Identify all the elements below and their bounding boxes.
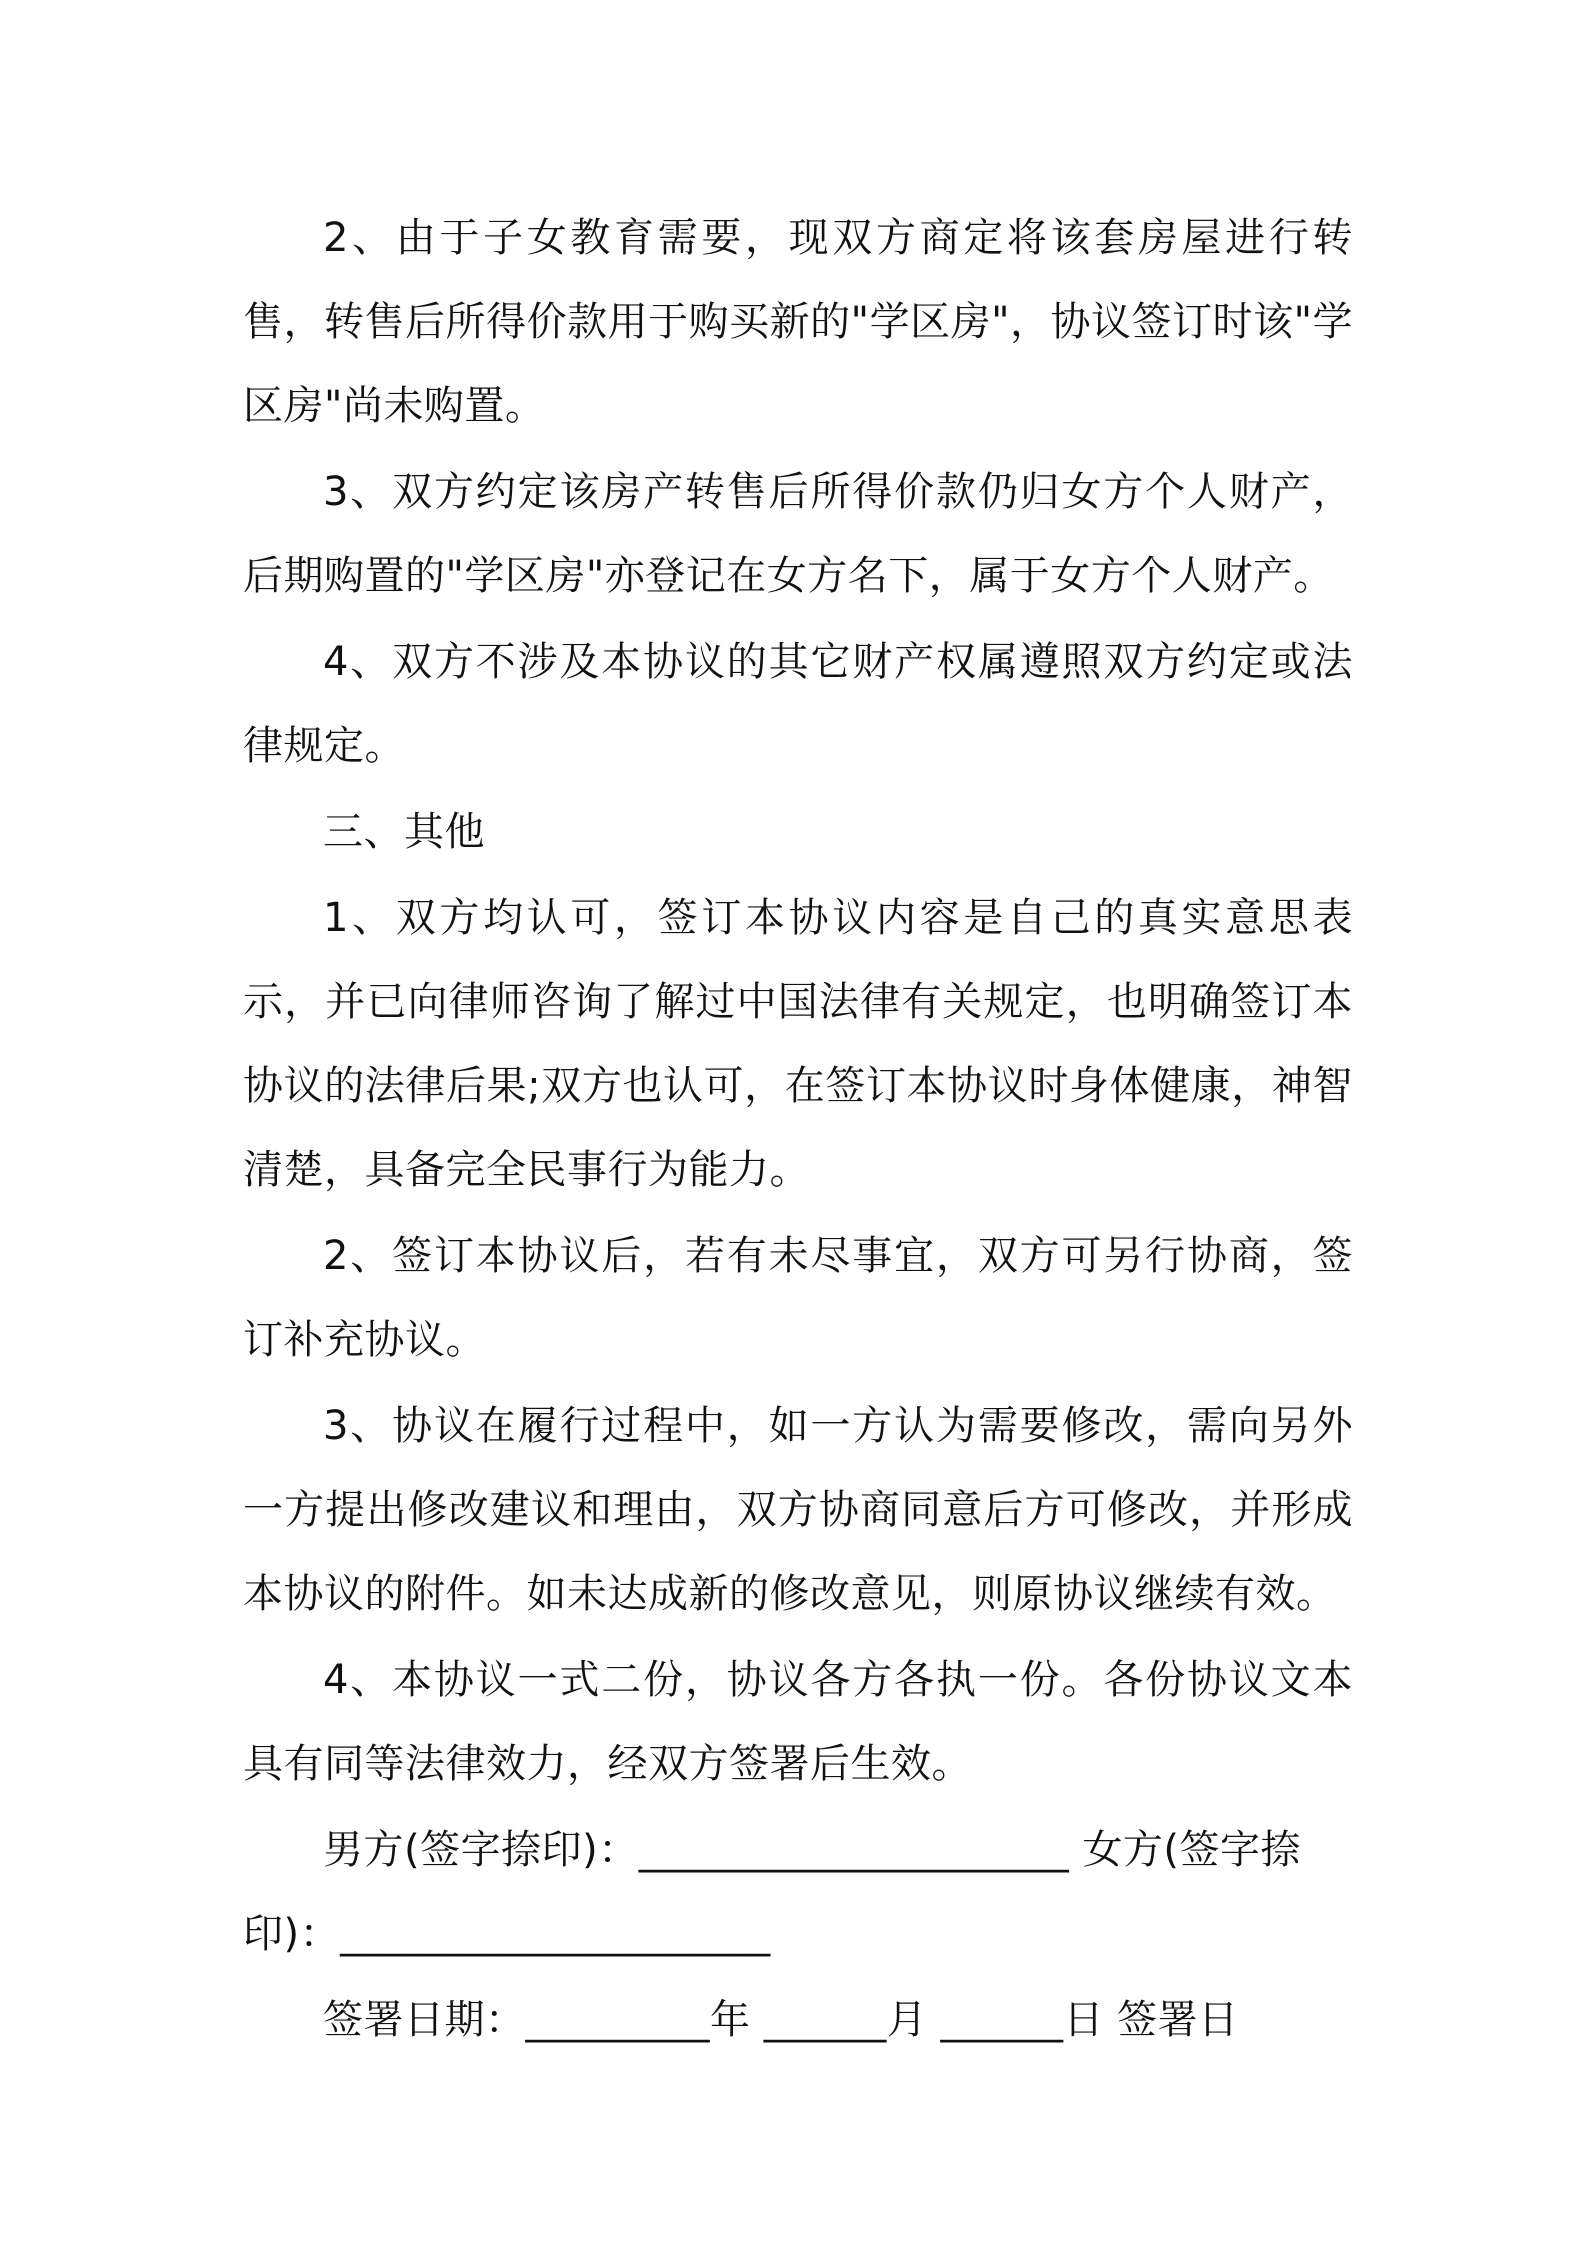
clause-3-2: 2、签订本协议后，若有未尽事宜，双方可另行协商，签订补充协议。 (243, 1233, 1353, 1363)
year-blank: _________ (525, 1997, 710, 2043)
clause-2-2: 2、由于子女教育需要，现双方商定将该套房屋进行转售，转售后所得价款用于购买新的"学区房"，协议签订时该"学区房"尚未购置。 (243, 215, 1353, 429)
trailing-date-label: 签署日 (1117, 1997, 1239, 2043)
day-label: 日 (1063, 1997, 1104, 2043)
clause-2-4: 4、双方不涉及本协议的其它财产权属遵照双方约定或法律规定。 (243, 639, 1353, 769)
year-label: 年 (710, 1997, 751, 2043)
month-label: 月 (886, 1997, 928, 2043)
male-signature-blank: _____________________ (638, 1827, 1070, 1873)
day-blank: ______ (940, 1997, 1064, 2043)
clause-3-1: 1、双方均认可，签订本协议内容是自己的真实意思表示，并已向律师咨询了解过中国法律有关规定，也明确签订本协议的法律后果;双方也认可，在签订本协议时身体健康，神智清楚，具备完全民事行为能力。 (243, 895, 1353, 1193)
signing-date-line (243, 1978, 1353, 2062)
section-heading-other: 三、其他 (323, 809, 485, 855)
clause-2-3: 3、双方约定该房产转售后所得价款仍归女方个人财产，后期购置的"学区房"亦登记在女方名下，属于女方个人财产。 (243, 469, 1353, 599)
document-page (243, 196, 1353, 2064)
male-signature-label: 男方(签字捺印)： (323, 1827, 639, 1873)
month-blank: ______ (763, 1997, 887, 2043)
signature-line (243, 1808, 1353, 1976)
clause-3-4: 4、本协议一式二份，协议各方各执一份。各份协议文本具有同等法律效力，经双方签署后生效。 (243, 1657, 1353, 1787)
female-signature-blank: _____________________ (340, 1911, 771, 1957)
signing-date-label: 签署日期： (323, 1997, 526, 2043)
clause-3-3: 3、协议在履行过程中，如一方认为需要修改，需向另外一方提出修改建议和理由，双方协商同意后方可修改，并形成本协议的附件。如未达成新的修改意见，则原协议继续有效。 (243, 1403, 1353, 1617)
female-signature-label: 女方(签字捺印)： (243, 1827, 1302, 1957)
